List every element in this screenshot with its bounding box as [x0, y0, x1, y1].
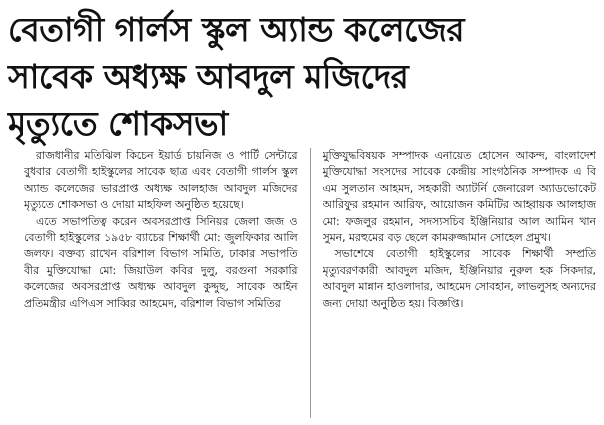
headline-line-1: বেতাগী গার্লস স্কুল অ্যান্ড কলেজের	[8, 10, 465, 49]
article-body	[24, 148, 596, 418]
headline-line-3: মৃত্যুতে শোকসভা	[8, 104, 228, 143]
paragraph: রাজধানীর মতিঝিল কিচেন ইয়ার্ড চায়নিজ ও পার্টি সেন্টারে বুধবার বেতাগী হাইস্কুলের সাবেক ছাত্র এবং বেতাগী গার্লস স্কুল অ্যান্ড কলেজের ভারপ্রাপ্ত অধ্যক্ষ আলহাজ আবদুল মজিদের মৃত্যুতে শোকসভা ও দোয়া মাহফিল অনুষ্ঠিত হয়েছে।	[24, 149, 298, 212]
paragraph: এতে সভাপতিত্ব করেন অবসরপ্রাপ্ত সিনিয়র জেলা জজ ও বেতাগী হাইস্কুলের ১৯৫৮ ব্যাচের শিক্ষার্থী মো: জুলফিকার আলি জলফ। বক্তব্য রাখেন বরিশাল বিভাগ সমিতি, ঢাকার সভাপতি বীর মুক্তিযোদ্ধা মো: জিয়াউল কবির দুলু, বরগুনা সরকারি কলেজের অবসরপ্রাপ্ত অধ্যক্ষ আবদুল কুদ্দুছ, সাবেক আইন প্রতিমন্ত্রীর এপিএস সাব্বির আহমেদ, বরিশাল বিভাগ সমিতির	[24, 214, 298, 310]
headline-line-2: সাবেক অধ্যক্ষ আবদুল মজিদের	[8, 57, 409, 96]
left-column	[24, 148, 298, 418]
paragraph: মুক্তিযুদ্ধবিষয়ক সম্পাদক এনায়েত হোসেন আকন্দ, বাংলাদেশ মুক্তিযোদ্ধা সংসদের সাবেক কেন্দ্রীয় সাংগঠনিক সম্পাদক এ বি এম সুলতান আহমদ, সহকারী অ্যাটর্নি জেনারেল অ্যাডভোকেট আরিফুর রহমান আরিফ, আয়োজন কমিটির আহ্বায়ক আলহাজ মো: ফজলুর রহমান, সদস্যসচিব ইঞ্জিনিয়ার আল আমিন খান সুমন, মরহুমের বড় ছেলে কামরুজ্জামান সোহেল প্রমুখ।	[322, 149, 596, 245]
headline	[8, 6, 596, 147]
paragraph: সভাশেষে বেতাগী হাইস্কুলের সাবেক শিক্ষার্থী সম্প্রতি মৃত্যুবরণকারী আবদুল মজিদ, ইঞ্জিনিয়ার নুরুল হক সিকদার, আবদুল মান্নান হাওলাদার, আহমেদ সোবহান, লাভলুসহ অন্যদের জন্য দোয়া অনুষ্ঠিত হয়। বিজ্ঞপ্তি।	[322, 247, 596, 310]
right-column	[323, 148, 597, 418]
column-divider	[310, 148, 311, 418]
